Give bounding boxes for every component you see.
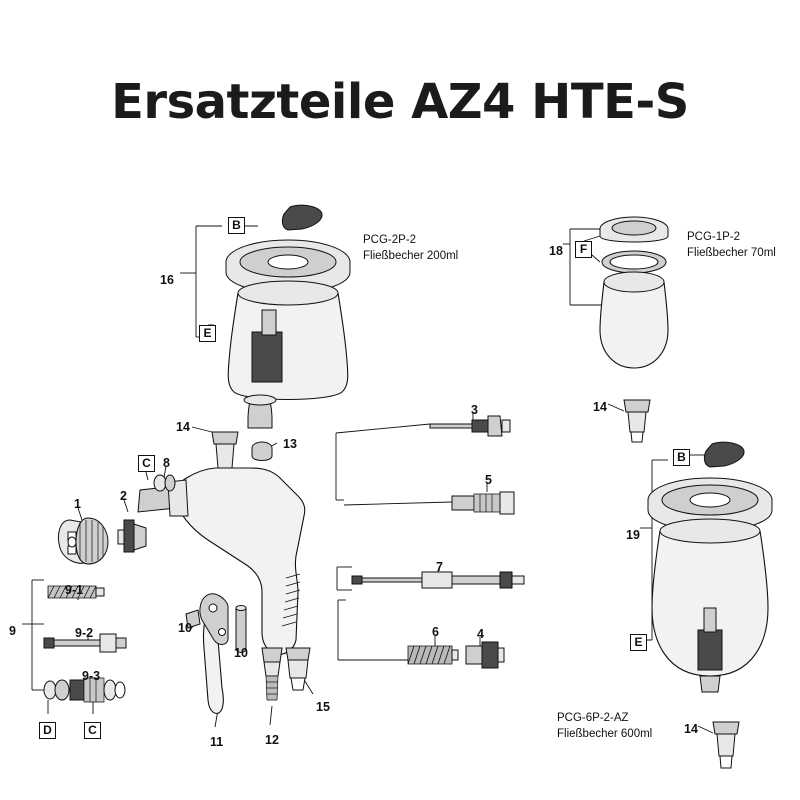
- part-number-7: 7: [436, 560, 443, 574]
- caption-code: PCG-1P-2: [687, 231, 741, 243]
- caption-code: PCG-6P-2-AZ: [557, 712, 629, 724]
- part-8-ring: [154, 475, 175, 491]
- part-number-2: 2: [120, 489, 127, 503]
- part-4-end-cap: [466, 642, 504, 668]
- part-number-9: 9: [9, 624, 16, 638]
- part-number-9-3: 9-3: [82, 669, 101, 683]
- page-title: Ersatzteile AZ4 HTE-S: [111, 74, 689, 130]
- group-label-f-70ml: F: [575, 241, 592, 258]
- part-cup-600ml: [648, 442, 772, 692]
- caption-description: Fließbecher 200ml: [363, 249, 459, 262]
- part-5-spring-cap: [452, 492, 514, 514]
- part-number-14-70ml: 14: [593, 400, 607, 414]
- part-number-13: 13: [283, 437, 297, 451]
- caption-pcg-6p-2-az: [557, 711, 652, 742]
- part-number-10-a: 10: [178, 621, 192, 635]
- group-label-d: D: [39, 722, 56, 739]
- group-label-e-600ml: E: [630, 634, 647, 651]
- part-14-connector-70ml: [624, 400, 650, 442]
- group-label-c-gun: C: [138, 455, 155, 472]
- part-number-4: 4: [477, 627, 484, 641]
- caption-description: Fließbecher 600ml: [557, 727, 653, 740]
- part-number-8: 8: [163, 456, 170, 470]
- caption-pcg-2p-2: [363, 233, 458, 264]
- group-label-b-200ml: B: [228, 217, 245, 234]
- part-6-spring: [408, 646, 458, 664]
- part-number-16: 16: [160, 273, 174, 287]
- part-number-18: 18: [549, 244, 563, 258]
- part-number-11: 11: [210, 735, 224, 749]
- part-number-9-2: 9-2: [75, 626, 94, 640]
- group-label-c: C: [84, 722, 101, 739]
- part-number-1: 1: [74, 497, 81, 511]
- part-number-9-1: 9-1: [65, 583, 84, 597]
- part-number-3: 3: [471, 403, 478, 417]
- part-cup-200ml: [226, 205, 350, 428]
- part-number-6: 6: [432, 625, 439, 639]
- part-14-connector-600ml: [713, 722, 739, 768]
- group-label-e-200ml: E: [199, 325, 216, 342]
- caption-code: PCG-2P-2: [363, 234, 417, 246]
- part-number-15: 15: [316, 700, 330, 714]
- caption-description: Fließbecher 70ml: [687, 246, 776, 259]
- part-number-14-600ml: 14: [684, 722, 698, 736]
- part-1-air-cap: [58, 518, 108, 564]
- part-2-nozzle: [118, 520, 146, 552]
- part-number-19: 19: [626, 528, 640, 542]
- part-3-needle: [430, 416, 510, 436]
- part-number-12: 12: [265, 733, 279, 747]
- part-number-10-b: 10: [234, 646, 248, 660]
- part-number-14-200ml: 14: [176, 420, 190, 434]
- part-cup-70ml: [600, 217, 668, 368]
- part-number-5: 5: [485, 473, 492, 487]
- group-label-b-600ml: B: [673, 449, 690, 466]
- caption-pcg-1p-2: [687, 230, 776, 261]
